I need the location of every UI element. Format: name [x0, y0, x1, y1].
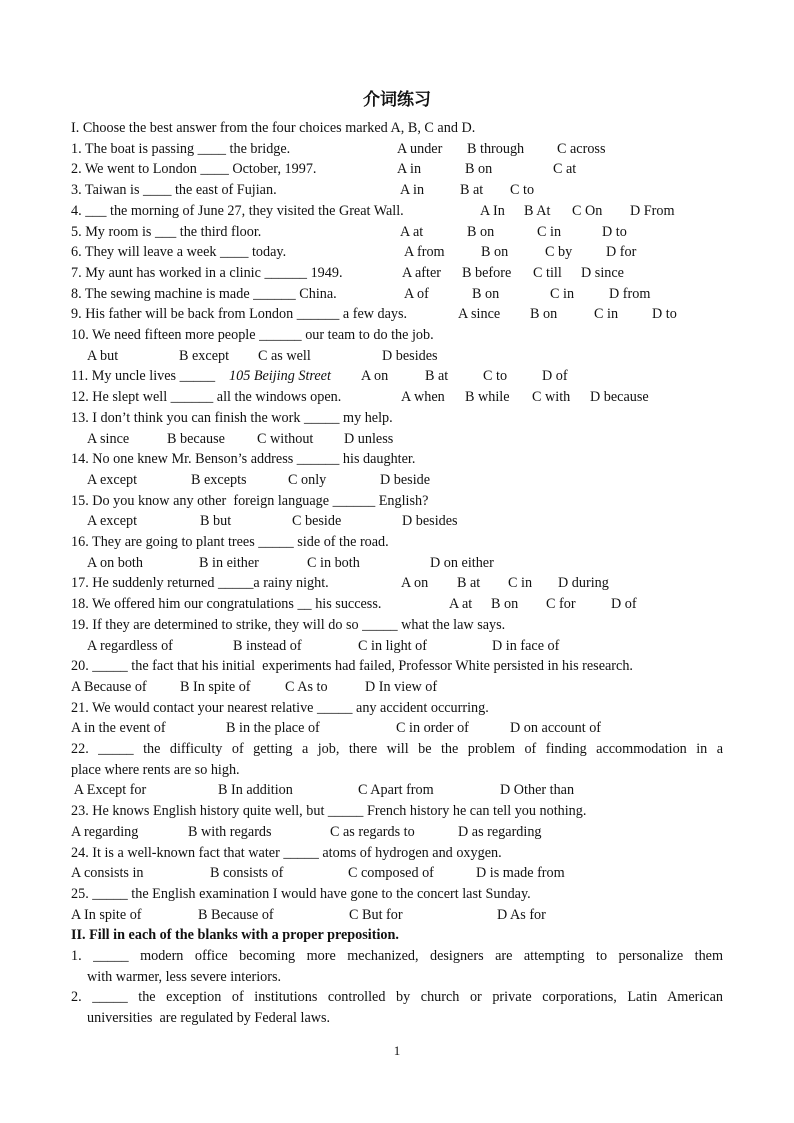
page-number: 1	[393, 1043, 401, 1058]
exercise-line	[87, 470, 431, 490]
answer-option: C in order of	[396, 720, 469, 737]
exercise-line	[71, 801, 586, 821]
answer-option: C till	[533, 264, 562, 281]
answer-option: D from	[609, 285, 651, 302]
exercise-line	[71, 366, 568, 386]
exercise-line	[87, 429, 394, 449]
exercise-line	[87, 1008, 330, 1028]
exercise-line	[87, 636, 560, 656]
answer-option: C beside	[292, 513, 342, 530]
question-text: 1. _____ modern office becoming more mechanized, designers are attempting to personalize them	[71, 948, 723, 964]
answer-option: B At	[524, 202, 551, 219]
question-text: 1. The boat is passing ____ the bridge.	[71, 140, 291, 157]
question-text: A In spite of	[71, 906, 142, 923]
answer-option: B at	[425, 368, 449, 385]
question-text: 5. My room is ___ the third floor.	[71, 223, 262, 240]
exercise-line	[71, 387, 649, 407]
answer-option: B on	[467, 223, 495, 240]
exercise-line	[71, 863, 565, 883]
answer-option: C in	[594, 306, 619, 323]
question-text: 11. My uncle lives _____	[71, 368, 219, 385]
exercise-line	[71, 284, 651, 304]
question-text: I. Choose the best answer from the four choices marked A, B, C and D.	[71, 120, 476, 136]
answer-option: B through	[467, 140, 525, 157]
answer-option: A from	[404, 244, 445, 261]
exercise-line	[71, 449, 415, 469]
answer-option: A In	[480, 202, 505, 219]
answer-option: C composed of	[348, 865, 434, 882]
question-text: A Because of	[71, 678, 147, 695]
question-text: 17. He suddenly returned _____a rainy night.	[71, 575, 329, 592]
question-text: A consists in	[71, 865, 144, 882]
answer-option: B on	[481, 244, 509, 261]
question-text: A on both	[87, 554, 143, 571]
answer-option: A in	[397, 161, 422, 178]
question-text: 18. We offered him our congratulations __ his success.	[71, 596, 382, 613]
exercise-line	[71, 843, 502, 863]
question-text: 22. _____ the difficulty of getting a job, there will be the problem of finding accommodation in a	[71, 741, 723, 757]
section-heading	[71, 925, 399, 945]
answer-option: D Other than	[500, 782, 575, 799]
answer-option: D unless	[344, 430, 394, 447]
question-text: 6. They will leave a week ____ today.	[71, 244, 287, 261]
question-text: 16. They are going to plant trees _____ side of the road.	[71, 534, 389, 550]
answer-option: C in	[550, 285, 575, 302]
answer-option: B at	[457, 575, 481, 592]
answer-option: C without	[257, 430, 314, 447]
answer-option: D besides	[402, 513, 458, 530]
answer-option: C with	[532, 389, 571, 406]
exercise-line	[71, 760, 240, 780]
answer-option: C On	[572, 202, 603, 219]
exercise-line	[71, 325, 434, 345]
answer-option: C But for	[349, 906, 403, 923]
exercise-line	[71, 987, 723, 1007]
question-text: 2. _____ the exception of institutions controlled by church or private corporations, Latin American	[71, 989, 723, 1006]
answer-option: C As to	[285, 678, 328, 695]
answer-option: C as regards to	[330, 823, 415, 840]
answer-option: D during	[558, 575, 609, 592]
exercise-line	[87, 967, 281, 987]
answer-option: B In addition	[218, 782, 293, 799]
question-text: 23. He knows English history quite well, but _____ French history he can tell you nothing.	[71, 803, 587, 820]
answer-option: A under	[397, 140, 443, 157]
exercise-line	[71, 594, 637, 614]
answer-option: D on account of	[510, 720, 602, 737]
answer-option: B consists of	[210, 865, 284, 882]
exercise-line	[71, 118, 475, 138]
question-text: 19. If they are determined to strike, they will do so _____ what the law says.	[71, 616, 506, 633]
answer-option: A on	[401, 575, 429, 592]
question-text: A except	[87, 513, 138, 530]
exercise-line	[71, 739, 723, 759]
question-text: 3. Taiwan is ____ the east of Fujian.	[71, 182, 277, 199]
answer-option: D in face of	[492, 637, 560, 654]
question-text: A in the event of	[71, 720, 166, 737]
answer-option: B but	[200, 513, 232, 530]
question-text: 24. It is a well-known fact that water _____ atoms of hydrogen and oxygen.	[71, 844, 502, 861]
question-text: II. Fill in each of the blanks with a proper preposition.	[71, 927, 399, 944]
answer-option: A at	[400, 223, 424, 240]
answer-option: B on	[472, 285, 500, 302]
answer-option: C in	[537, 223, 562, 240]
answer-option: D because	[590, 389, 649, 406]
answer-option: C in both	[307, 554, 360, 571]
exercise-line	[71, 139, 606, 159]
exercise-line	[71, 884, 531, 904]
question-text: 10. We need fifteen more people ______ our team to do the job.	[71, 327, 434, 343]
exercise-line	[71, 946, 723, 966]
answer-option: B at	[460, 182, 484, 199]
question-text: with warmer, less severe interiors.	[87, 968, 282, 985]
question-text: A since	[87, 430, 130, 447]
answer-option: B in the place of	[226, 720, 320, 737]
answer-option: B Because of	[198, 906, 274, 923]
answer-option: B instead of	[233, 637, 302, 654]
answer-option: B while	[465, 389, 510, 406]
answer-option: A when	[401, 389, 445, 406]
answer-option: A in	[400, 182, 425, 199]
question-text: 7. My aunt has worked in a clinic ______ 1949.	[71, 264, 343, 281]
answer-option: A after	[402, 264, 441, 281]
answer-option: D besides	[382, 347, 438, 364]
exercise-line	[71, 159, 577, 179]
answer-option: C at	[553, 161, 577, 178]
answer-option: D As for	[497, 906, 546, 923]
question-text: A regardless of	[87, 637, 173, 654]
answer-option: A since	[458, 306, 501, 323]
answer-option: B In spite of	[180, 678, 251, 695]
answer-option: A at	[449, 596, 473, 613]
answer-option: C by	[545, 244, 573, 261]
answer-option: C for	[546, 596, 576, 613]
exercise-line	[87, 346, 438, 366]
answer-option: C as well	[258, 347, 311, 364]
answer-option: C to	[510, 182, 535, 199]
answer-option: C only	[288, 471, 327, 488]
exercise-line	[71, 677, 438, 697]
question-text: 25. _____ the English examination I would have gone to the concert last Sunday.	[71, 885, 531, 902]
question-text: A Except for	[71, 782, 147, 799]
exercise-line	[71, 491, 428, 511]
answer-option: D as regarding	[458, 823, 542, 840]
question-text: 12. He slept well ______ all the windows open.	[71, 389, 342, 406]
answer-option: B on	[491, 596, 519, 613]
answer-option: C in light of	[358, 637, 427, 654]
question-text: 8. The sewing machine is made ______ China.	[71, 285, 337, 302]
exercise-line	[71, 304, 677, 324]
exercise-line	[71, 242, 637, 262]
answer-option: B on	[465, 161, 493, 178]
exercise-line	[71, 201, 675, 221]
question-text: 14. No one knew Mr. Benson’s address ______ his daughter.	[71, 451, 416, 468]
exercise-line	[87, 553, 494, 573]
question-text: 13. I don’t think you can finish the work _____ my help.	[71, 409, 393, 426]
page-title: 介词练习	[363, 90, 431, 110]
answer-option: A of	[404, 285, 429, 302]
answer-option: B except	[179, 347, 230, 364]
exercise-line	[71, 656, 633, 676]
question-text: A but	[87, 347, 119, 364]
question-text: universities are regulated by Federal laws.	[87, 1010, 331, 1027]
question-text: 20. _____ the fact that his initial experiments had failed, Professor White persisted in his research.	[71, 658, 633, 675]
question-text: 4. ___ the morning of June 27, they visited the Great Wall.	[71, 202, 404, 219]
answer-option: D on either	[430, 554, 494, 571]
exercise-line	[71, 780, 575, 800]
exercise-line	[71, 718, 602, 738]
answer-option: D beside	[380, 471, 431, 488]
question-text: 15. Do you know any other foreign language ______ English?	[71, 492, 429, 509]
exercise-line	[71, 532, 389, 552]
exercise-line	[87, 511, 458, 531]
exercise-line	[71, 263, 624, 283]
answer-option: B excepts	[191, 471, 247, 488]
exercise-line	[71, 180, 535, 200]
question-text: 2. We went to London ____ October, 1997.	[71, 161, 317, 178]
question-text: 21. We would contact your nearest relative _____ any accident occurring.	[71, 699, 489, 716]
answer-option: D of	[611, 596, 637, 613]
exercise-line	[71, 905, 546, 925]
exercise-line	[71, 698, 489, 718]
answer-option: C to	[483, 368, 508, 385]
answer-option: B with regards	[188, 823, 272, 840]
question-text: A except	[87, 471, 138, 488]
answer-option: D In view of	[365, 678, 438, 695]
answer-option: D From	[630, 202, 675, 219]
answer-option: D for	[606, 244, 637, 261]
answer-option: B in either	[199, 554, 259, 571]
exercise-line	[71, 822, 542, 842]
answer-option: B because	[167, 430, 225, 447]
answer-option: D to	[602, 223, 627, 240]
answer-option: D since	[581, 264, 624, 281]
answer-option: D is made from	[476, 865, 565, 882]
answer-option: D of	[542, 368, 568, 385]
answer-option: C in	[508, 575, 533, 592]
exercise-line	[71, 408, 393, 428]
question-text-italic: 105 Beijing Street	[229, 368, 331, 385]
answer-option: B on	[530, 306, 558, 323]
question-text: place where rents are so high.	[71, 761, 240, 778]
answer-option: C across	[557, 140, 606, 157]
question-text: A regarding	[71, 823, 139, 840]
question-text: 9. His father will be back from London ______ a few days.	[71, 306, 408, 323]
answer-option: D to	[652, 306, 677, 323]
exercise-line	[71, 615, 505, 635]
answer-option: C Apart from	[358, 782, 434, 799]
exercise-line	[71, 573, 609, 593]
answer-option: B before	[462, 264, 512, 281]
answer-option: A on	[361, 368, 389, 385]
exercise-line	[71, 222, 627, 242]
